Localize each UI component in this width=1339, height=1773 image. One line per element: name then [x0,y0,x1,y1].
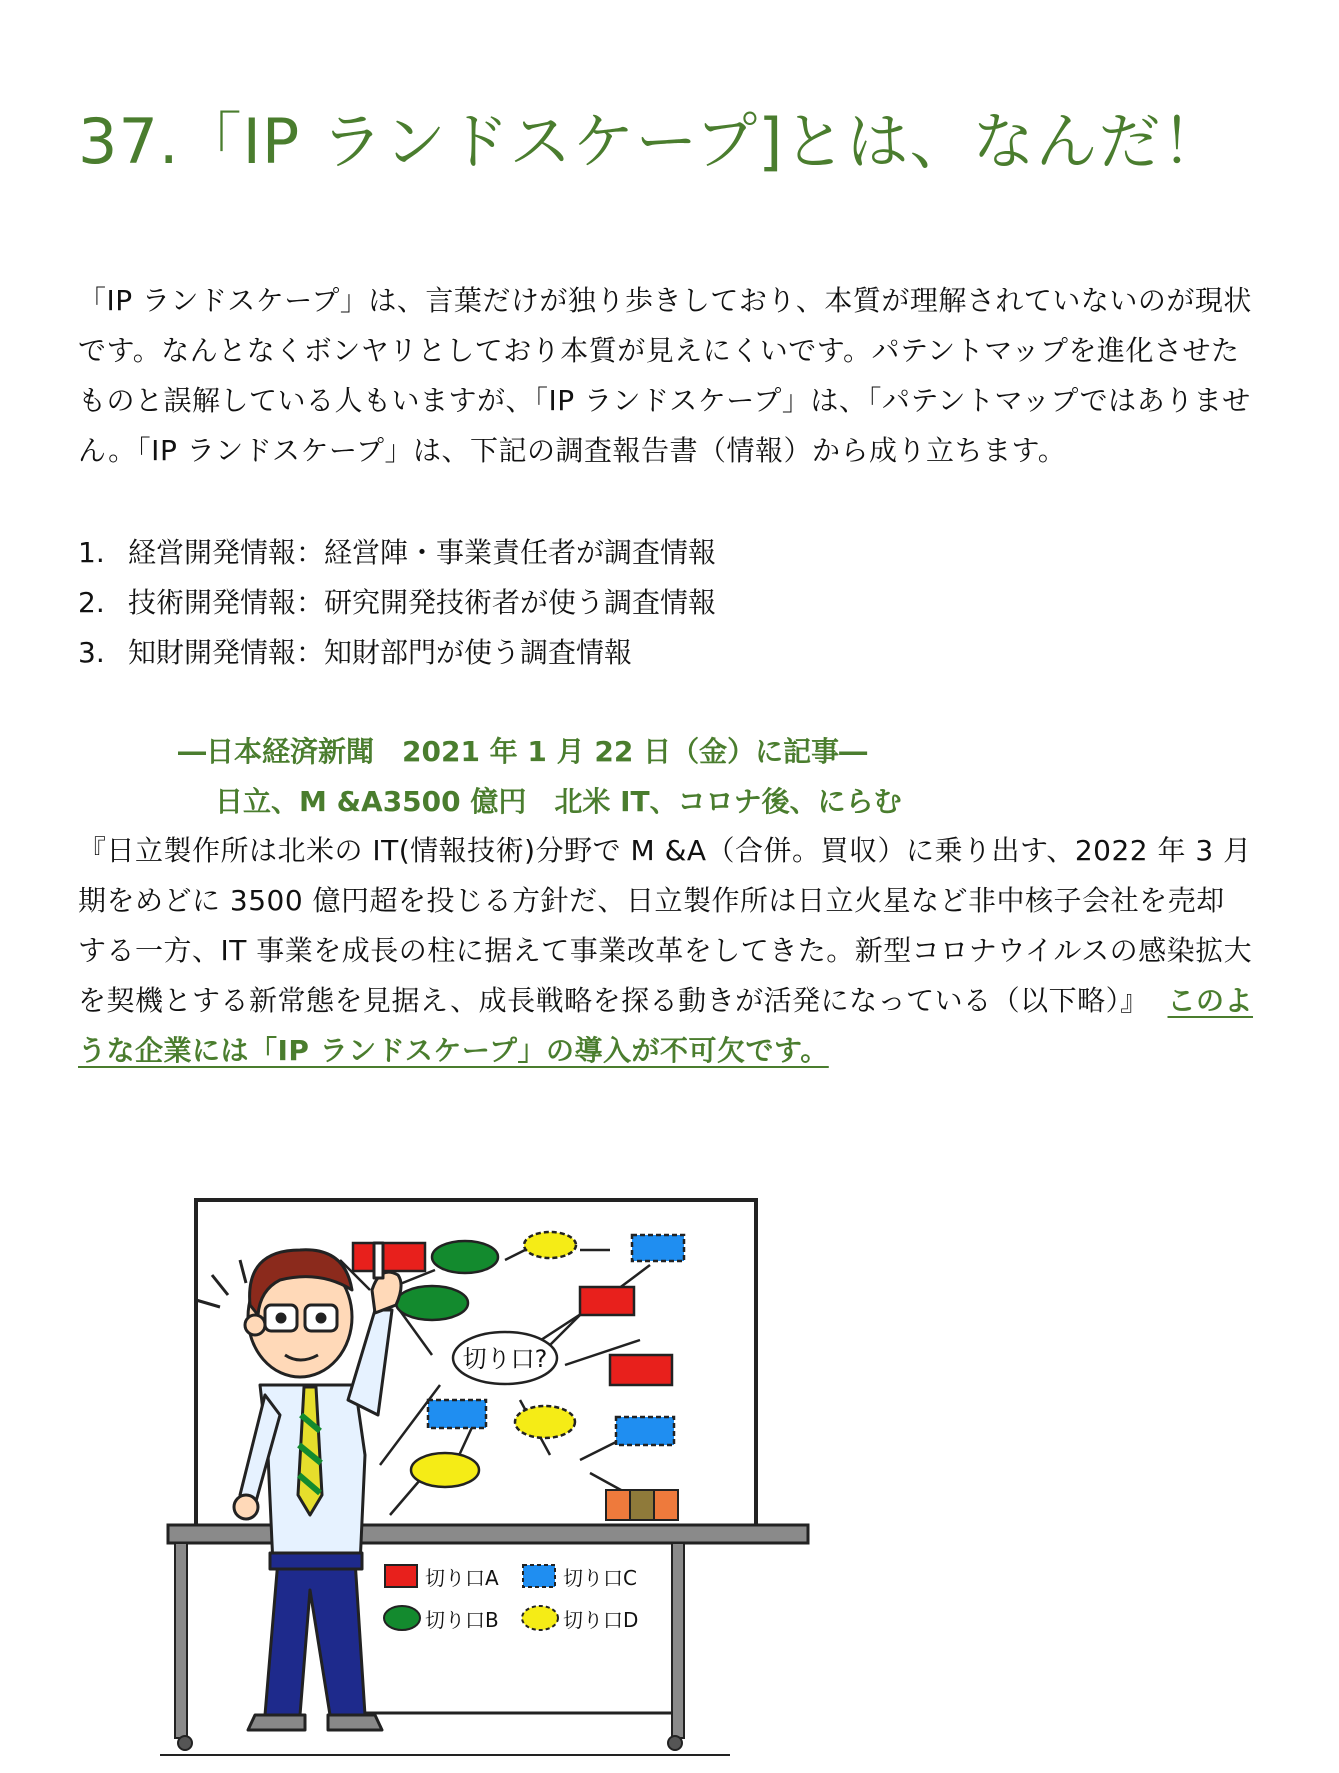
yellow-node [524,1232,576,1258]
legend-label-b: 切り口B [425,1608,499,1632]
list-text: 経営開発情報：経営陣・事業責任者が調査情報 [128,536,717,569]
legend-green-swatch [384,1606,420,1630]
list-item [78,578,716,628]
list-text: 技術開発情報：研究開発技術者が使う調査情報 [128,586,717,619]
info-list [78,528,716,678]
article-paragraph [78,826,1253,1076]
wheel [178,1736,192,1750]
list-text: 知財開発情報：知財部門が使う調査情報 [128,636,633,669]
red-node [353,1243,425,1271]
board-ledge [168,1525,808,1543]
blue-node [428,1400,486,1428]
green-node [396,1286,468,1320]
news-headline: 日立、M &A3500 億円 北米 IT、コロナ後、にらむ [215,785,902,818]
block [606,1490,630,1520]
blue-node [616,1417,674,1445]
yellow-node [411,1453,479,1487]
block [654,1490,678,1520]
legend-label-a: 切り口A [425,1566,499,1590]
wheel [668,1736,682,1750]
blue-node [632,1235,684,1261]
list-number: 1. [78,536,105,569]
red-node [580,1287,634,1315]
block [630,1490,654,1520]
table-leg [672,1543,684,1738]
legend-blue-swatch [523,1565,555,1587]
list-item [78,528,716,578]
red-node [610,1355,672,1385]
intro-paragraph: 「IP ランドスケープ」は、言葉だけが独り歩きしており、本質が理解されていないのが現状です。なんとなくボンヤリとしており本質が見えにくいです。パテントマップを進化させたものと誤解している人もいますが、「IP ランドスケープ」は、「パテントマップではありません。「IP ランドスケープ」は、下記の調査報告書（情報）から成り立ちます。 [78,284,1252,467]
legend-yellow-swatch [522,1606,558,1630]
whiteboard-illustration [160,1195,820,1765]
list-item [78,628,716,678]
article-body: 『日立製作所は北米の IT(情報技術)分野で M &A（合併。買収）に乗り出す、2022 年 3 月期をめどに 3500 億円超を投じる方針だ、日立製作所は日立火星など非中核子会社を売却する一方、IT 事業を成長の柱に据えて事業改革をしてきた。新型コロナウイルスの感染拡大を契機とする新常態を見据え、成長戦略を探る動きが活発になっている（以下略）』 [78,834,1253,1017]
news-source-heading: ―日本経済新聞 2021 年 1 月 22 日（金）に記事― [178,735,868,768]
page-title: 37.「IP ランドスケープ]とは、なんだ！ [78,105,1225,178]
yellow-node [515,1406,575,1438]
green-node [432,1241,498,1273]
legend-red-swatch [385,1565,417,1587]
legend-label-d: 切り口D [563,1608,639,1632]
table-leg [175,1543,187,1738]
center-bubble-label: 切り口? [462,1345,548,1373]
list-number: 2. [78,586,105,619]
list-number: 3. [78,636,105,669]
legend-label-c: 切り口C [563,1566,637,1590]
article-emphasis: このような企業には「IP ランドスケープ」の導入が不可欠です。 [78,984,1254,1067]
